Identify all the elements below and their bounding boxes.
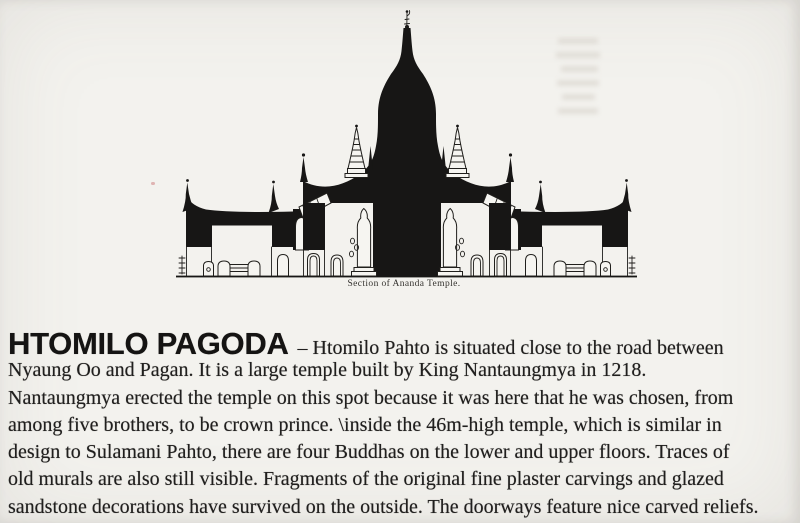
article-line-1 xyxy=(8,326,800,361)
article-line-6: old murals are also still visible. Fragments of the original fine plaster carvings and glazed xyxy=(8,468,724,491)
hti-finial-icon xyxy=(405,10,410,29)
article-line-2: Nyaung Oo and Pagan. It is a large temple built by King Nantaungmya in 1218. xyxy=(8,359,647,382)
central-core xyxy=(373,203,441,276)
article-line-5: design to Sulamani Pahto, there are four Buddhas on the lower and upper floors. Traces of xyxy=(8,441,730,464)
article-text xyxy=(8,326,800,521)
article-line-3: Nantaungmya erected the temple on this spot because it was here that he was chosen, from xyxy=(8,386,734,409)
page-bleed-through xyxy=(556,38,600,114)
figure-caption: Section of Ananda Temple. xyxy=(347,279,461,289)
ananda-temple-section-drawing xyxy=(168,4,640,300)
article-line-7: sandstone decorations have survived on the outside. The doorways feature nice carved reliefs. xyxy=(8,495,759,518)
article-line-4: among five brothers, to be crown prince. \inside the 46m-high temple, which is similar in xyxy=(8,413,722,436)
scan-speck xyxy=(151,182,155,185)
temple-core xyxy=(176,10,637,277)
central-spire xyxy=(303,28,511,203)
flanking-stupa xyxy=(345,125,368,178)
article-line-1-text: – Htomilo Pahto is situated close to the road between xyxy=(297,337,724,359)
buddha-niche xyxy=(331,209,377,277)
page-title: HTOMILO PAGODA xyxy=(8,326,289,361)
